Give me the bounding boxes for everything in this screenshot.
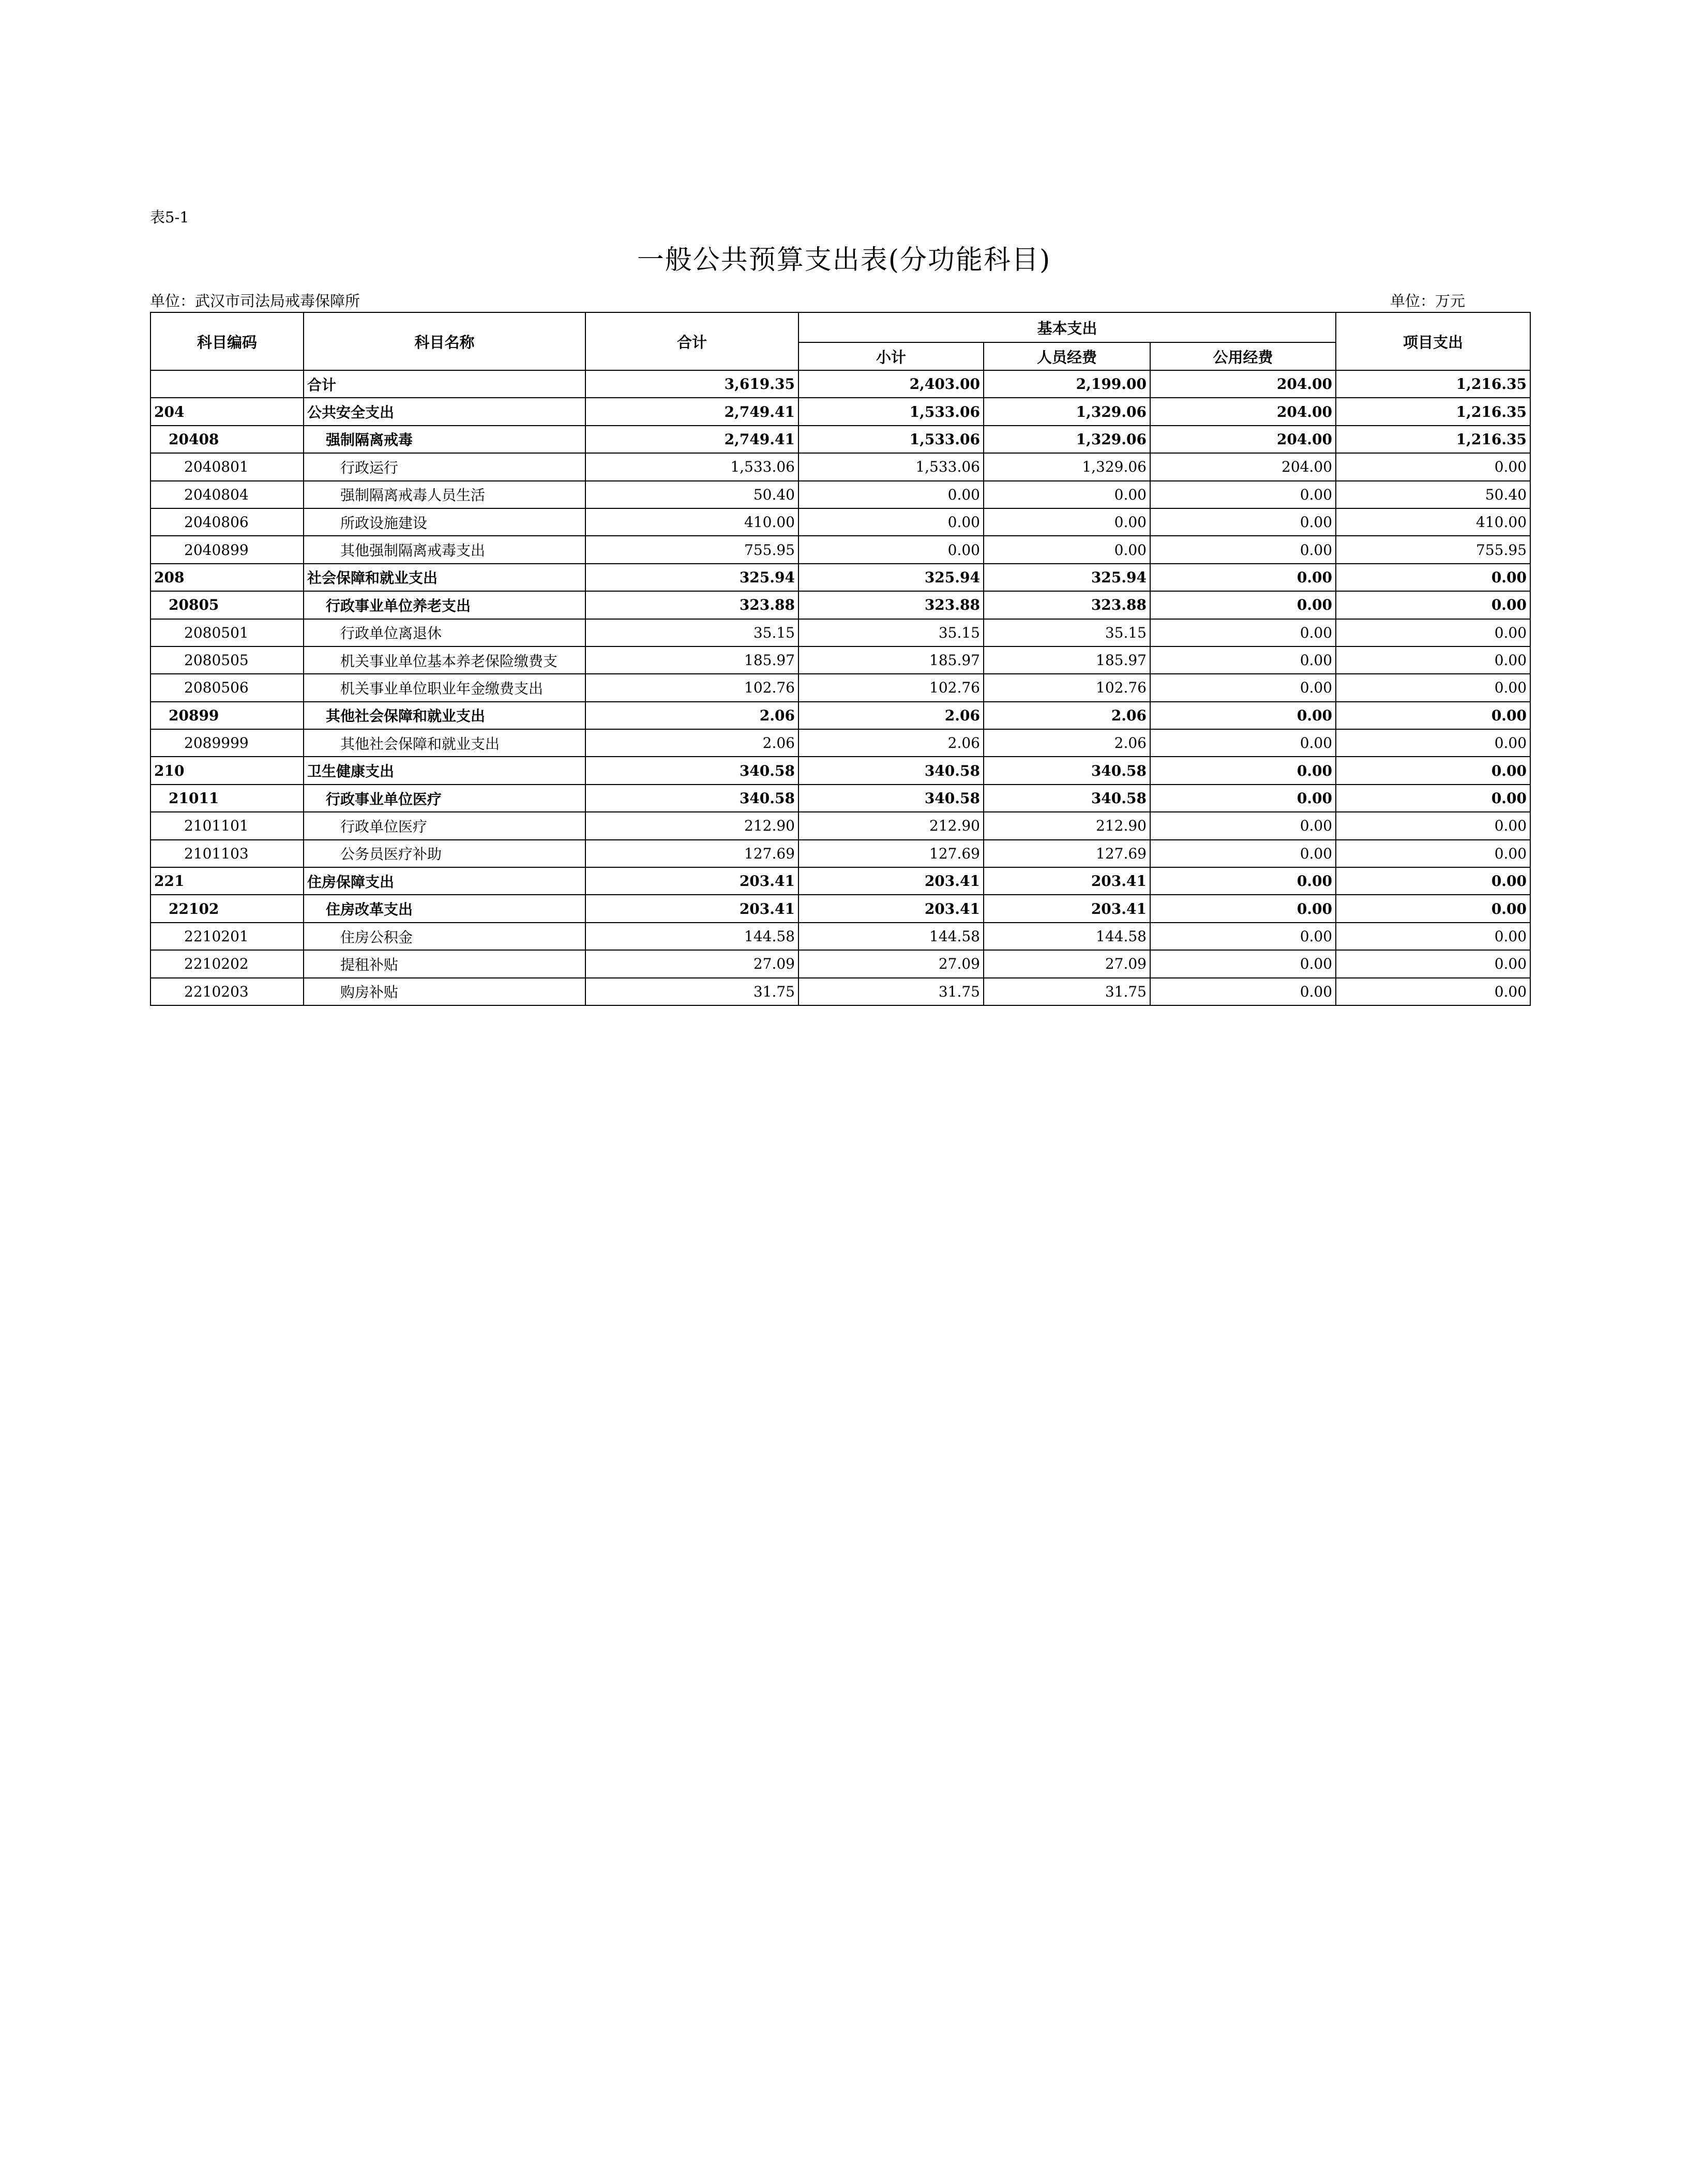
cell-total: 50.40	[585, 481, 798, 508]
cell-subtotal: 1,533.06	[798, 426, 984, 453]
cell-personnel: 35.15	[984, 619, 1150, 646]
cell-code: 2089999	[150, 729, 304, 757]
table-row	[150, 646, 1530, 674]
cell-subtotal: 127.69	[798, 840, 984, 867]
cell-project: 0.00	[1336, 646, 1530, 674]
cell-project: 0.00	[1336, 453, 1530, 480]
cell-total: 127.69	[585, 840, 798, 867]
cell-personnel: 203.41	[984, 895, 1150, 922]
cell-personnel: 323.88	[984, 591, 1150, 619]
cell-total: 212.90	[585, 812, 798, 839]
cell-subtotal: 31.75	[798, 978, 984, 1005]
header-total: 合计	[585, 312, 798, 370]
cell-personnel: 127.69	[984, 840, 1150, 867]
cell-name: 购房补贴	[304, 978, 585, 1005]
table-row	[150, 702, 1530, 729]
cell-project: 0.00	[1336, 950, 1530, 977]
cell-total: 323.88	[585, 591, 798, 619]
cell-code: 2101101	[150, 812, 304, 839]
cell-name: 行政单位医疗	[304, 812, 585, 839]
table-row	[150, 923, 1530, 950]
cell-subtotal: 102.76	[798, 674, 984, 701]
cell-project: 1,216.35	[1336, 398, 1530, 425]
cell-project: 0.00	[1336, 895, 1530, 922]
cell-project: 1,216.35	[1336, 426, 1530, 453]
cell-project: 0.00	[1336, 978, 1530, 1005]
cell-subtotal: 0.00	[798, 536, 984, 563]
cell-public: 0.00	[1150, 729, 1336, 757]
cell-public: 0.00	[1150, 950, 1336, 977]
table-row	[150, 481, 1530, 508]
cell-project: 50.40	[1336, 481, 1530, 508]
cell-personnel: 2.06	[984, 729, 1150, 757]
cell-code: 20899	[150, 702, 304, 729]
cell-project: 0.00	[1336, 867, 1530, 895]
cell-name: 住房改革支出	[304, 895, 585, 922]
cell-code: 2080505	[150, 646, 304, 674]
cell-total: 755.95	[585, 536, 798, 563]
header-code: 科目编码	[150, 312, 304, 370]
table-row	[150, 867, 1530, 895]
cell-public: 0.00	[1150, 757, 1336, 784]
cell-public: 204.00	[1150, 453, 1336, 480]
expenditure-table	[150, 312, 1531, 1006]
cell-subtotal: 144.58	[798, 923, 984, 950]
cell-project: 0.00	[1336, 591, 1530, 619]
cell-total: 410.00	[585, 508, 798, 536]
table-body	[150, 370, 1530, 1005]
cell-personnel: 2,199.00	[984, 370, 1150, 398]
cell-code: 2040801	[150, 453, 304, 480]
cell-total: 2.06	[585, 729, 798, 757]
table-row	[150, 674, 1530, 701]
cell-code: 2040804	[150, 481, 304, 508]
cell-code: 210	[150, 757, 304, 784]
cell-subtotal: 340.58	[798, 785, 984, 812]
cell-public: 0.00	[1150, 895, 1336, 922]
cell-name: 公务员医疗补助	[304, 840, 585, 867]
cell-personnel: 2.06	[984, 702, 1150, 729]
cell-subtotal: 203.41	[798, 895, 984, 922]
cell-public: 204.00	[1150, 426, 1336, 453]
table-row	[150, 895, 1530, 922]
cell-total: 27.09	[585, 950, 798, 977]
cell-name: 合计	[304, 370, 585, 398]
cell-total: 144.58	[585, 923, 798, 950]
cell-total: 2,749.41	[585, 398, 798, 425]
cell-total: 3,619.35	[585, 370, 798, 398]
cell-name: 所政设施建设	[304, 508, 585, 536]
cell-total: 102.76	[585, 674, 798, 701]
cell-public: 0.00	[1150, 674, 1336, 701]
cell-subtotal: 2.06	[798, 702, 984, 729]
cell-code: 2210201	[150, 923, 304, 950]
cell-public: 0.00	[1150, 702, 1336, 729]
cell-subtotal: 2,403.00	[798, 370, 984, 398]
cell-public: 0.00	[1150, 536, 1336, 563]
header-name: 科目名称	[304, 312, 585, 370]
header-personnel: 人员经费	[984, 342, 1150, 370]
table-row	[150, 840, 1530, 867]
table-row	[150, 370, 1530, 398]
table-row	[150, 619, 1530, 646]
cell-personnel: 102.76	[984, 674, 1150, 701]
cell-subtotal: 1,533.06	[798, 398, 984, 425]
cell-project: 0.00	[1336, 564, 1530, 591]
cell-public: 0.00	[1150, 619, 1336, 646]
cell-total: 35.15	[585, 619, 798, 646]
cell-public: 0.00	[1150, 840, 1336, 867]
cell-name: 公共安全支出	[304, 398, 585, 425]
cell-code: 208	[150, 564, 304, 591]
cell-code: 204	[150, 398, 304, 425]
table-row	[150, 785, 1530, 812]
cell-public: 204.00	[1150, 370, 1336, 398]
cell-project: 410.00	[1336, 508, 1530, 536]
cell-total: 325.94	[585, 564, 798, 591]
table-row	[150, 453, 1530, 480]
header-subtotal: 小计	[798, 342, 984, 370]
cell-subtotal: 212.90	[798, 812, 984, 839]
cell-personnel: 27.09	[984, 950, 1150, 977]
cell-personnel: 185.97	[984, 646, 1150, 674]
cell-public: 0.00	[1150, 646, 1336, 674]
cell-personnel: 325.94	[984, 564, 1150, 591]
cell-personnel: 144.58	[984, 923, 1150, 950]
cell-name: 其他社会保障和就业支出	[304, 729, 585, 757]
cell-code: 2040806	[150, 508, 304, 536]
cell-personnel: 0.00	[984, 508, 1150, 536]
cell-project: 0.00	[1336, 702, 1530, 729]
cell-personnel: 31.75	[984, 978, 1150, 1005]
cell-public: 0.00	[1150, 591, 1336, 619]
table-row	[150, 757, 1530, 784]
cell-project: 755.95	[1336, 536, 1530, 563]
cell-personnel: 0.00	[984, 536, 1150, 563]
cell-name: 住房公积金	[304, 923, 585, 950]
cell-project: 0.00	[1336, 757, 1530, 784]
cell-code: 21011	[150, 785, 304, 812]
header-project: 项目支出	[1336, 312, 1530, 370]
table-row	[150, 729, 1530, 757]
table-row	[150, 508, 1530, 536]
cell-name: 住房保障支出	[304, 867, 585, 895]
cell-subtotal: 185.97	[798, 646, 984, 674]
cell-total: 340.58	[585, 785, 798, 812]
cell-public: 0.00	[1150, 812, 1336, 839]
cell-code: 20805	[150, 591, 304, 619]
cell-subtotal: 2.06	[798, 729, 984, 757]
cell-subtotal: 27.09	[798, 950, 984, 977]
cell-name: 行政事业单位养老支出	[304, 591, 585, 619]
cell-total: 31.75	[585, 978, 798, 1005]
page-title: 一般公共预算支出表(分功能科目)	[637, 245, 1051, 276]
cell-project: 0.00	[1336, 923, 1530, 950]
cell-name: 其他强制隔离戒毒支出	[304, 536, 585, 563]
cell-name: 提租补贴	[304, 950, 585, 977]
cell-public: 0.00	[1150, 978, 1336, 1005]
cell-subtotal: 325.94	[798, 564, 984, 591]
cell-name: 行政事业单位医疗	[304, 785, 585, 812]
cell-name: 机关事业单位职业年金缴费支出	[304, 674, 585, 701]
cell-total: 203.41	[585, 867, 798, 895]
cell-total: 340.58	[585, 757, 798, 784]
header-public: 公用经费	[1150, 342, 1336, 370]
table-row	[150, 398, 1530, 425]
cell-code: 2080501	[150, 619, 304, 646]
cell-public: 204.00	[1150, 398, 1336, 425]
cell-name: 行政运行	[304, 453, 585, 480]
cell-name: 社会保障和就业支出	[304, 564, 585, 591]
cell-public: 0.00	[1150, 508, 1336, 536]
cell-public: 0.00	[1150, 923, 1336, 950]
cell-total: 203.41	[585, 895, 798, 922]
table-row	[150, 536, 1530, 563]
cell-personnel: 203.41	[984, 867, 1150, 895]
cell-personnel: 1,329.06	[984, 398, 1150, 425]
cell-subtotal: 203.41	[798, 867, 984, 895]
cell-name: 机关事业单位基本养老保险缴费支	[304, 646, 585, 674]
cell-name: 卫生健康支出	[304, 757, 585, 784]
cell-subtotal: 340.58	[798, 757, 984, 784]
cell-code: 22102	[150, 895, 304, 922]
cell-code: 2080506	[150, 674, 304, 701]
cell-total: 1,533.06	[585, 453, 798, 480]
cell-name: 行政单位离退休	[304, 619, 585, 646]
cell-subtotal: 35.15	[798, 619, 984, 646]
cell-code: 2210202	[150, 950, 304, 977]
cell-personnel: 0.00	[984, 481, 1150, 508]
cell-project: 0.00	[1336, 674, 1530, 701]
table-row	[150, 591, 1530, 619]
table-row	[150, 426, 1530, 453]
cell-project: 1,216.35	[1336, 370, 1530, 398]
table-row	[150, 978, 1530, 1005]
table-row	[150, 564, 1530, 591]
cell-name: 其他社会保障和就业支出	[304, 702, 585, 729]
cell-project: 0.00	[1336, 729, 1530, 757]
table-number: 表5-1	[150, 208, 189, 226]
cell-public: 0.00	[1150, 564, 1336, 591]
table-row	[150, 812, 1530, 839]
cell-code: 2040899	[150, 536, 304, 563]
currency-unit: 单位：万元	[1390, 292, 1466, 310]
organization-unit: 单位：武汉市司法局戒毒保障所	[150, 292, 360, 310]
cell-code: 221	[150, 867, 304, 895]
cell-total: 2.06	[585, 702, 798, 729]
header-basic: 基本支出	[798, 312, 1336, 342]
cell-personnel: 1,329.06	[984, 426, 1150, 453]
cell-code	[150, 370, 304, 398]
cell-subtotal: 0.00	[798, 508, 984, 536]
cell-project: 0.00	[1336, 785, 1530, 812]
cell-personnel: 1,329.06	[984, 453, 1150, 480]
cell-project: 0.00	[1336, 619, 1530, 646]
cell-code: 2210203	[150, 978, 304, 1005]
cell-code: 2101103	[150, 840, 304, 867]
cell-personnel: 340.58	[984, 757, 1150, 784]
cell-personnel: 340.58	[984, 785, 1150, 812]
cell-total: 185.97	[585, 646, 798, 674]
cell-personnel: 212.90	[984, 812, 1150, 839]
cell-subtotal: 0.00	[798, 481, 984, 508]
cell-code: 20408	[150, 426, 304, 453]
cell-subtotal: 1,533.06	[798, 453, 984, 480]
cell-public: 0.00	[1150, 785, 1336, 812]
cell-public: 0.00	[1150, 481, 1336, 508]
cell-subtotal: 323.88	[798, 591, 984, 619]
cell-public: 0.00	[1150, 867, 1336, 895]
cell-total: 2,749.41	[585, 426, 798, 453]
cell-name: 强制隔离戒毒	[304, 426, 585, 453]
table-row	[150, 950, 1530, 977]
cell-project: 0.00	[1336, 840, 1530, 867]
cell-name: 强制隔离戒毒人员生活	[304, 481, 585, 508]
cell-project: 0.00	[1336, 812, 1530, 839]
